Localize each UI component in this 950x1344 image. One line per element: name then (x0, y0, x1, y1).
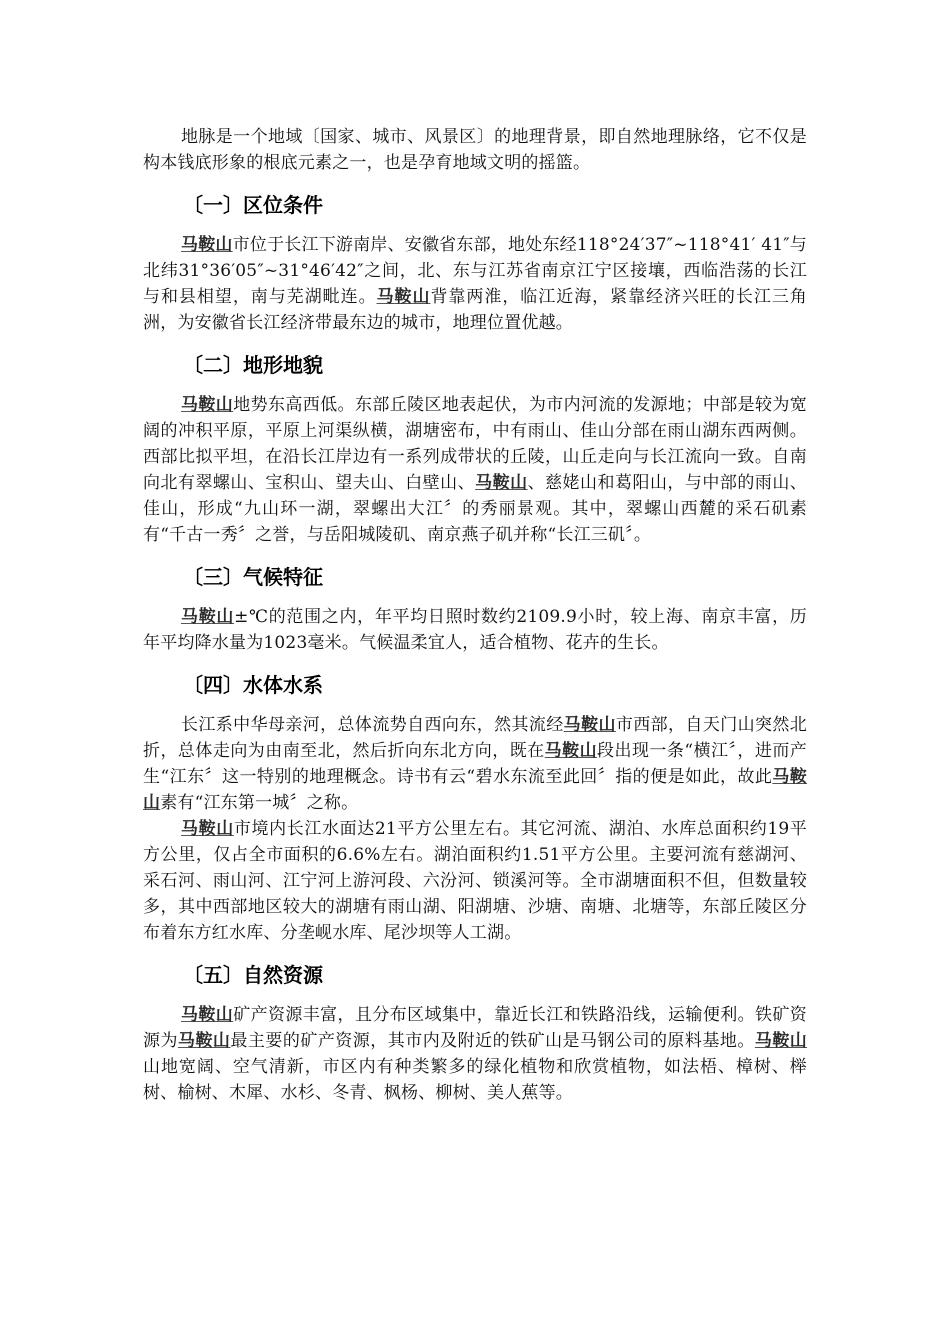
keyword-link[interactable]: 马鞍山 (475, 473, 528, 493)
text-fragment: 长江系中华母亲河，总体流势自西向东，然其流经 (181, 715, 564, 735)
text-fragment: 矿产资源丰富，且分布区域集中，靠近长江和铁路沿线，运输便利。铁矿资源为 (143, 1005, 807, 1051)
text-fragment: 市西部，自天门山突然北折，总体走向为由南至北，然后折向东北方向，既在 (143, 715, 807, 761)
section-body-water (143, 712, 807, 946)
keyword-link[interactable]: 马鞍山 (143, 767, 808, 813)
paragraph (143, 604, 807, 656)
text-fragment: 地势东高西低。东部丘陵区地表起伏，为市内河流的发源地；中部是较为宽阔的冲积平原，平原上河渠纵横，湖塘密布，中有雨山、佳山分部在雨山湖东西两侧。西部比拟平坦，在沿长江岸边有一系列成带状的丘陵，山丘走向与长江流向一致。自南向北有翠螺山、宝积山、望夫山、白壁山、 (143, 395, 807, 493)
section-heading-climate: 〔三〕气候特征 (183, 565, 323, 589)
keyword-link[interactable]: 马鞍山 (754, 1031, 808, 1051)
section-body-terrain (143, 392, 807, 548)
intro-paragraph: 地脉是一个地域〔国家、城市、风景区〕的地理背景，即自然地理脉络，它不仅是构本钱底形象的根底元素之一，也是孕育地域文明的摇篮。 (143, 127, 807, 173)
section-body-location (143, 232, 807, 336)
paragraph (143, 1002, 807, 1106)
section-heading-location: 〔一〕区位条件 (183, 193, 323, 217)
text-fragment: 市位于长江下游南岸、安徽省东部，地处东经118°24′37″~118°41′ 41″与北纬31°36′05″~31°46′42″之间，北、东与江苏省南京江宁区接壤，西临浩荡的长江与和县相望，南与芜湖毗连。 (143, 235, 807, 307)
keyword-link[interactable]: 马鞍山 (181, 607, 235, 627)
text-fragment: 市境内长江水面达21平方公里左右。其它河流、湖泊、水库总面积约19平方公里，仅占全市面积的6.6%左右。湖泊面积约1.51平方公里。主要河流有慈湖河、采石河、雨山河、江宁河上游河段、六汾河、锁溪河等。全市湖塘面积不但，但数量较多，其中西部地区较大的湖塘有雨山湖、阳湖塘、沙塘、南塘、北塘等，东部丘陵区分布着东方红水库、分垄岘水库、尾沙坝等人工湖。 (143, 819, 808, 943)
document-body (143, 124, 807, 1112)
text-fragment: 背靠两淮，临江近海，紧靠经济兴旺的长江三角洲，为安徽省长江经济带最东边的城市，地理位置优越。 (143, 287, 807, 333)
section-heading-water: 〔四〕水体水系 (183, 673, 323, 697)
keyword-link[interactable]: 马鞍山 (376, 287, 431, 307)
keyword-link[interactable]: 马鞍山 (544, 741, 598, 761)
keyword-link[interactable]: 马鞍山 (181, 819, 234, 839)
section-heading-terrain: 〔二〕地形地貌 (183, 353, 323, 377)
keyword-link[interactable]: 马鞍山 (181, 1005, 234, 1025)
section-heading-resources: 〔五〕自然资源 (183, 963, 323, 987)
keyword-link[interactable]: 马鞍山 (563, 715, 616, 735)
paragraph (143, 712, 807, 816)
keyword-link[interactable]: 马鞍山 (177, 1031, 231, 1051)
text-fragment: 最主要的矿产资源，其市内及附近的铁矿山是马钢公司的原料基地。 (230, 1031, 755, 1051)
keyword-link[interactable]: 马鞍山 (181, 235, 233, 255)
text-fragment: 素有“江东第一城〞之称。 (160, 793, 359, 813)
text-fragment: 山地宽阔、空气清新，市区内有种类繁多的绿化植物和欣赏植物，如法梧、樟树、榉树、榆树、木犀、水杉、冬青、枫杨、柳树、美人蕉等。 (143, 1057, 807, 1103)
section-body-resources (143, 1002, 807, 1106)
section-body-climate (143, 604, 807, 656)
text-fragment: ±℃的范围之内，年平均日照时数约2109.9小时，较上海、南京丰富，历年平均降水量为1023毫米。气候温柔宜人，适合植物、花卉的生长。 (143, 607, 807, 653)
text-fragment: 段出现一条“横江〞，进而产生“江东〞这一特别的地理概念。诗书有云“碧水东流至此回〞指的便是如此，故此 (143, 741, 807, 787)
paragraph (143, 816, 807, 946)
text-fragment: 、慈姥山和葛阳山，与中部的雨山、佳山，形成“九山环一湖，翠螺出大江〞的秀丽景观。其中，翠螺山西麓的采石矶素有“千古一秀〞之誉，与岳阳城陵矶、南京燕子矶并称“长江三矶〞。 (143, 473, 807, 545)
keyword-link[interactable]: 马鞍山 (181, 395, 234, 415)
paragraph (143, 232, 807, 336)
paragraph (143, 392, 807, 548)
